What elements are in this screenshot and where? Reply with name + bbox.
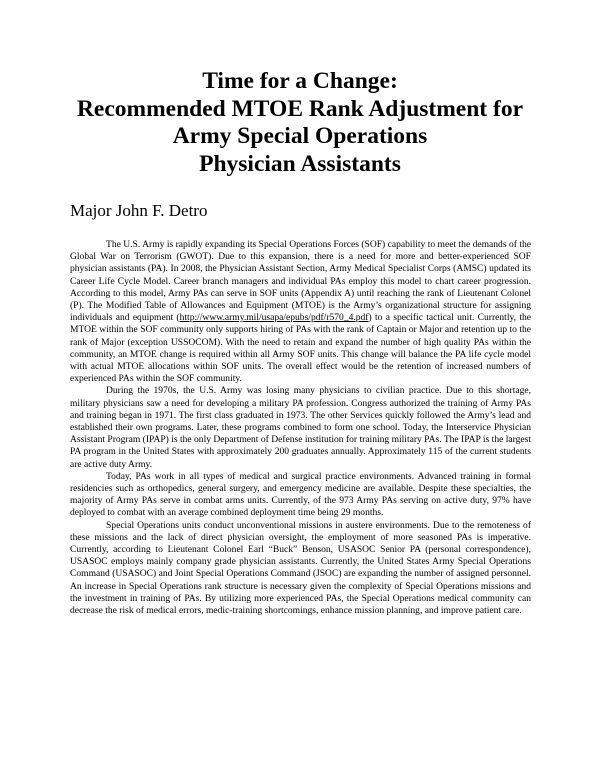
document-title xyxy=(40,68,560,178)
paragraph-3: Today, PAs work in all types of medical and surgical practice environments. Advanced training in formal residencies such as orthopedics, general surgery, and emergency medicine are available. Despite these specialties, the majority of Army PAs serve in combat arms units. Currently, of the 973 Army PAs serving on active duty, 97% have deployed to combat with an average combined deployment time being 29 months. xyxy=(70,470,531,519)
title-line-2: Recommended MTOE Rank Adjustment for xyxy=(76,95,524,122)
title-line-1: Time for a Change: xyxy=(202,68,398,94)
paragraph-1-text-b: ) to a specific tactical unit. Currently, the MTOE within the SOF community only supports hiring of PAs with the rank of Captain or Major and retention up to the rank of Major (exception USSOCOM). With the need to retain and expand the number of high quality PAs within the community, an MTOE change is required within all Army SOF units. This change will balance the PA life cycle model with actual MTOE allocations within SOF units. The overall effect would be the retention of increased numbers of experienced PAs within the SOF community. xyxy=(70,312,531,385)
paragraph-2: During the 1970s, the U.S. Army was losing many physicians to civilian practice. Due to this shortage, military physicians saw a need for developing a military PA profession. Congress authorized the training of Army PAs and training began in 1971. The first class graduated in 1973. The other Services quickly followed the Army’s lead and established their own programs. Later, these programs combined to form one school. Today, the Interservice Physician Assistant Program (IPAP) is the only Department of Defense institution for training military PAs. The IPAP is the largest PA program in the United States with approximately 200 graduates annually. Approximately 115 of the current students are active duty Army. xyxy=(70,385,531,470)
paragraph-1-text-a: The U.S. Army is rapidly expanding its Special Operations Forces (SOF) capability to meet the demands of the Global War on Terrorism (GWOT). Due to this expansion, there is a need for more and better-experienced SOF physician assistants (PA). In 2008, the Physician Assistant Section, Army Medical Specialist Corps (AMSC) updated its Career Life Cycle Model. Career branch managers and individual PAs employ this model to chart career progression. According to this model, Army PAs can serve in SOF units (Appendix A) until reaching the rank of Lieutenant Colonel (P). The Modified Table of Allowances and Equipment (MTOE) is the Army’s organizational structure for assigning individuals and equipment ( xyxy=(70,239,531,324)
paragraph-4: Special Operations units conduct unconventional missions in austere environments. Due to the remoteness of these missions and the lack of direct physician oversight, the employment of more seasoned PAs is imperative. Currently, according to Lieutenant Colonel Earl “Buck” Benson, USASOC Senior PA (personal correspondence), USASOC employs mainly company grade physician assistants. Currently, the United States Army Special Operations Command (USASOC) and Joint Special Operations Command (JSOC) are expanding the number of assigned personnel. An increase in Special Operations rank structure is necessary given the complexity of Special Operations missions and the investment in training of PAs. By utilizing more experienced PAs, the Special Operations medical community can decrease the risk of medical errors, medic-training shortcomings, enhance mission planning, and improve patient care. xyxy=(70,519,531,617)
regulation-link[interactable]: http://www.army.mil/usapa/epubs/pdf/r570_4.pdf xyxy=(179,312,369,324)
title-line-4: Physician Assistants xyxy=(199,150,401,177)
paragraph-1 xyxy=(70,239,531,385)
title-line-3: Army Special Operations xyxy=(172,123,428,149)
article-body xyxy=(70,239,531,617)
author-name: Major John F. Detro xyxy=(70,201,208,220)
